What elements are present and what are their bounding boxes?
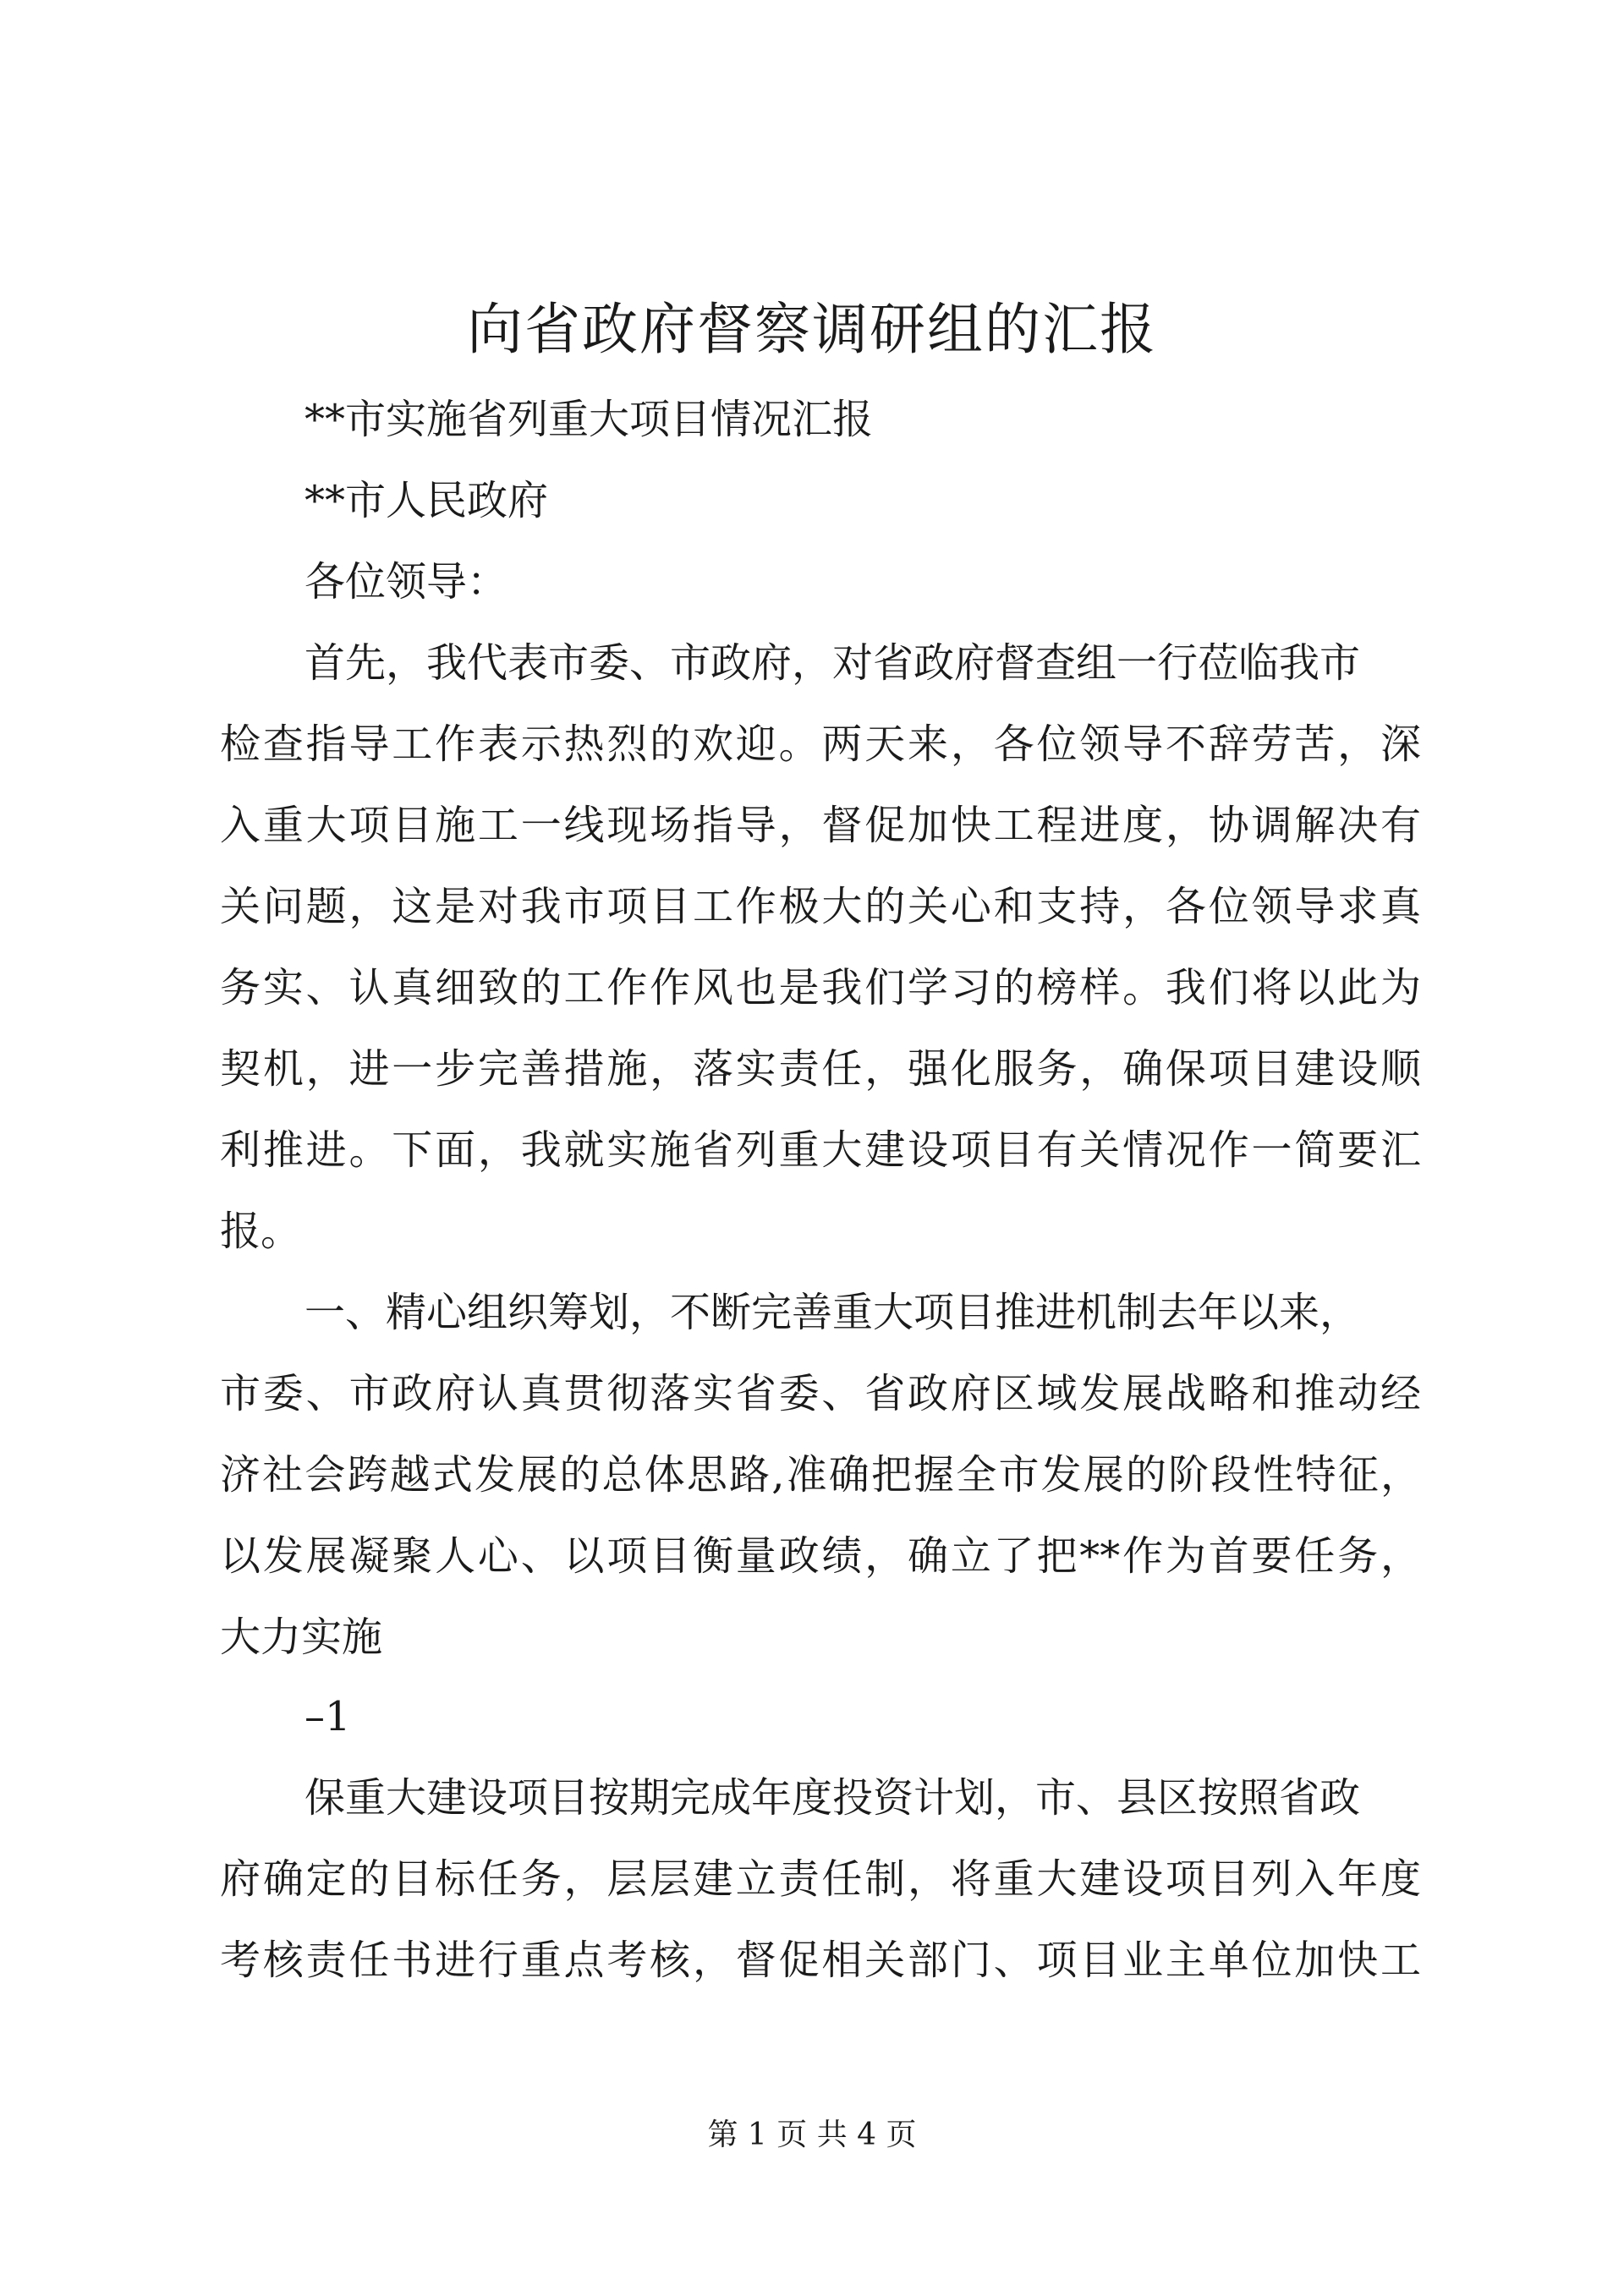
paragraph3-line: 保重大建设项目按期完成年度投资计划，市、县区按照省政	[304, 1774, 1361, 1822]
page-marker: –1	[304, 1693, 351, 1740]
paragraph2-line: 以发展凝聚人心、以项目衡量政绩，确立了把**作为首要任务，	[220, 1532, 1421, 1580]
paragraph2-line: 大力实施	[220, 1614, 383, 1661]
paragraph3-line: 府确定的目标任务，层层建立责任制，将重大建设项目列入年度	[220, 1855, 1421, 1903]
paragraph1-line: 首先，我代表市委、市政府，对省政府督查组一行莅临我市	[304, 639, 1361, 687]
paragraph1-line: 入重大项目施工一线现场指导，督促加快工程进度，协调解决有	[220, 802, 1421, 849]
document-issuer: **市人民政府	[304, 477, 549, 524]
document-subtitle: **市实施省列重大项目情况汇报	[304, 396, 874, 443]
salutation: 各位领导：	[304, 558, 508, 606]
paragraph2-line: 一、精心组织筹划，不断完善重大项目推进机制去年以来，	[304, 1289, 1361, 1336]
paragraph1-line: 关问题，这是对我市项目工作极大的关心和支持，各位领导求真	[220, 883, 1421, 930]
paragraph1-line: 检查指导工作表示热烈的欢迎。两天来，各位领导不辞劳苦，深	[220, 721, 1421, 768]
paragraph2-line: 市委、市政府认真贯彻落实省委、省政府区域发展战略和推动经	[220, 1370, 1421, 1417]
page-footer: 第 1 页 共 4 页	[707, 2118, 917, 2152]
paragraph1-line: 契机，进一步完善措施，落实责任，强化服务，确保项目建设顺	[220, 1045, 1421, 1093]
document-title: 向省政府督察调研组的汇报	[467, 297, 1157, 362]
paragraph3-line: 考核责任书进行重点考核，督促相关部门、项目业主单位加快工	[220, 1937, 1421, 1984]
paragraph1-line: 报。	[220, 1208, 302, 1255]
paragraph2-line: 济社会跨越式发展的总体思路,准确把握全市发展的阶段性特征，	[220, 1451, 1421, 1499]
paragraph1-line: 务实、认真细致的工作作风也是我们学习的榜样。我们将以此为	[220, 964, 1421, 1011]
paragraph1-line: 利推进。下面，我就实施省列重大建设项目有关情况作一简要汇	[220, 1126, 1421, 1174]
